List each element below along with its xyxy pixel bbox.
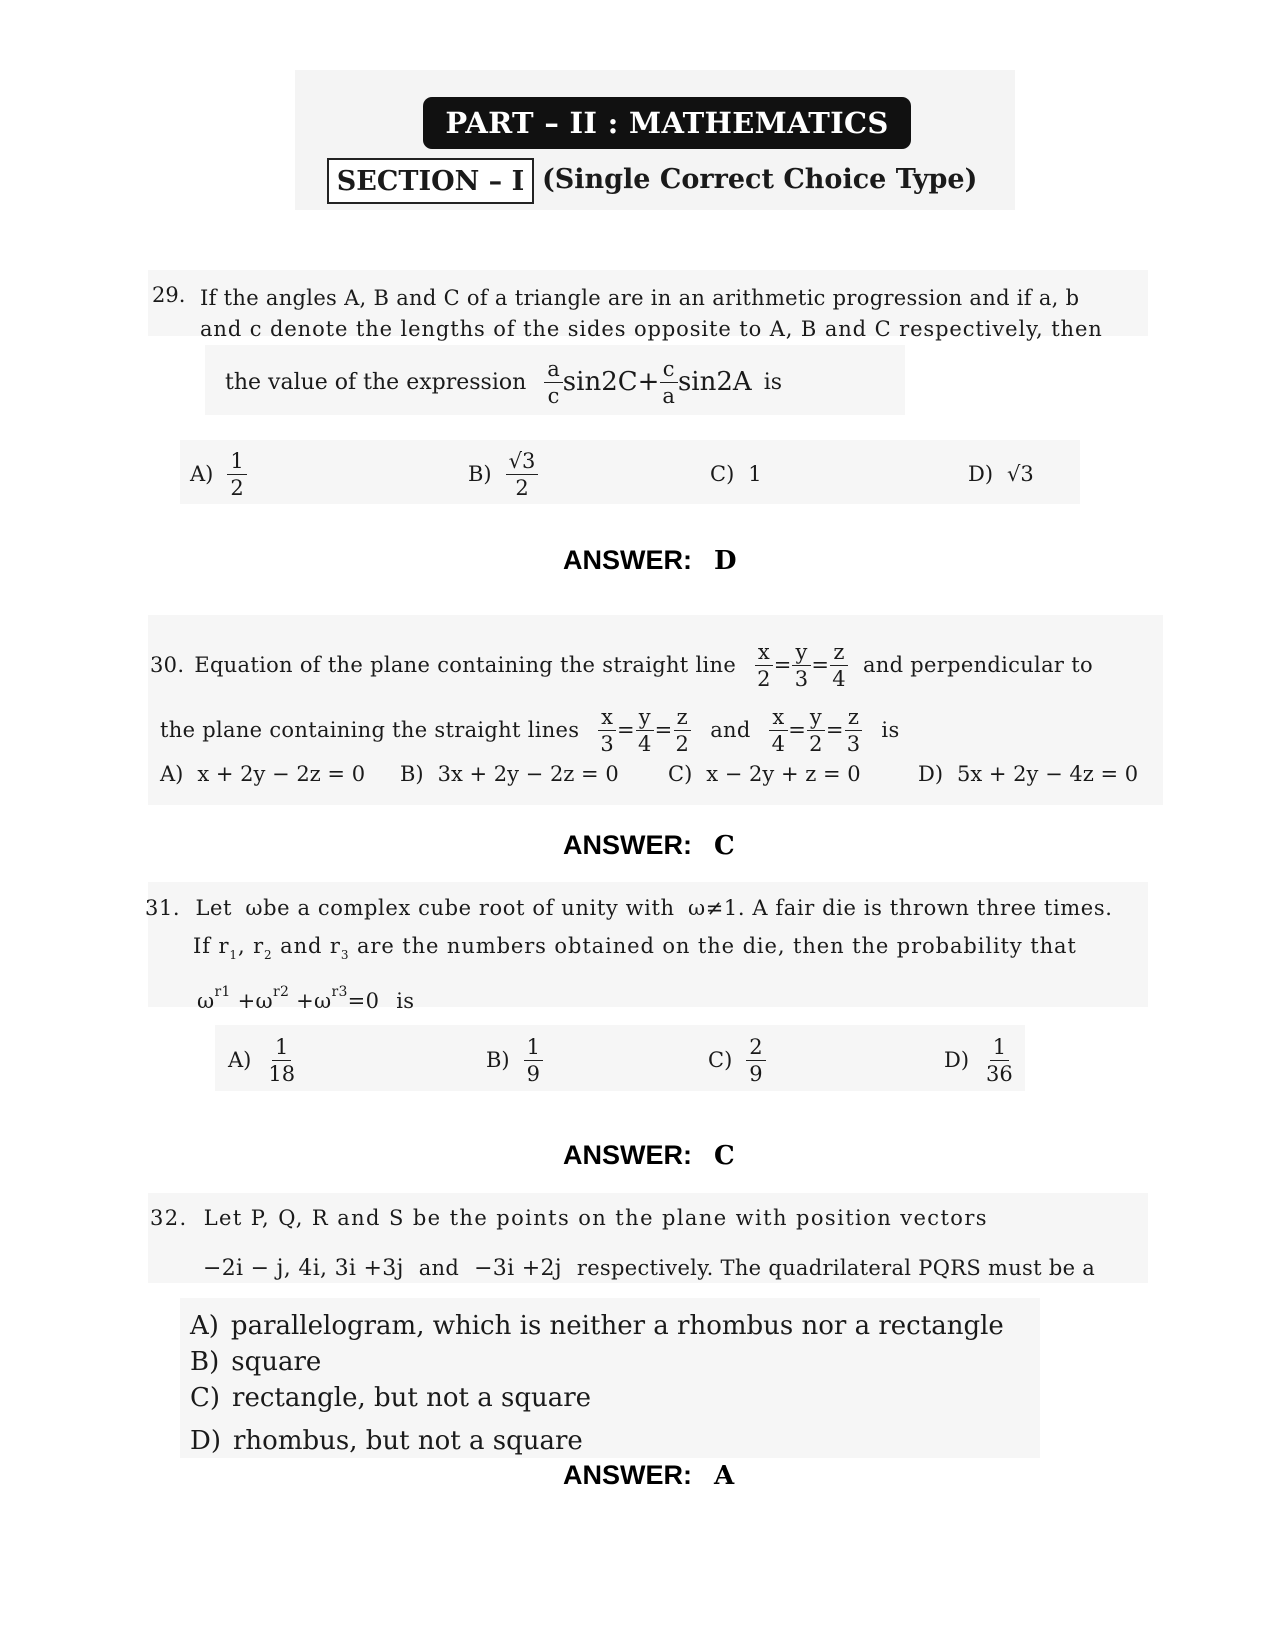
q31-option-c [708, 1032, 766, 1088]
answer-value: D [714, 546, 737, 576]
option-fraction [265, 1036, 298, 1085]
q32-line1 [150, 1202, 988, 1234]
q30-option-d [918, 762, 1138, 786]
frac-num: y [792, 641, 810, 666]
option-fraction [746, 1036, 765, 1085]
frac-den: 18 [268, 1061, 296, 1086]
frac-z2 [673, 706, 693, 755]
q31-options-shade [215, 1025, 1025, 1091]
frac-den: 2 [230, 475, 244, 500]
option-text: x + 2y − 2z = 0 [197, 762, 366, 786]
frac-num: z [674, 706, 691, 731]
option-label: D) [190, 1426, 221, 1456]
q30-answer [563, 830, 735, 861]
q29-number: 29. [152, 283, 186, 307]
exponent: r2 [272, 984, 290, 1000]
frac-num: 2 [746, 1036, 765, 1061]
answer-label: ANSWER: [563, 830, 692, 860]
q32-option-c [190, 1380, 591, 1416]
frac-den: 9 [749, 1061, 763, 1086]
q31-text: . A fair die is thrown three times. [737, 896, 1113, 920]
q30-line1 [150, 635, 1093, 695]
q31-line3 [197, 976, 414, 1017]
frac-y2 [806, 706, 826, 755]
option-label: A) [190, 462, 214, 486]
equals-sign: = [617, 718, 635, 742]
q31-text: are the numbers obtained on the die, then the probability that [356, 934, 1077, 958]
q31-line2 [193, 930, 1077, 971]
q31-option-d [944, 1032, 1016, 1088]
frac-den: 9 [526, 1061, 540, 1086]
frac-num: z [830, 641, 847, 666]
q29-option-d [968, 462, 1034, 486]
q29-frac-a-over-c [544, 358, 563, 407]
option-label: C) [668, 762, 693, 786]
q32-answer [563, 1460, 734, 1491]
option-text: square [231, 1347, 322, 1377]
q29-line2: and c denote the lengths of the sides opposite to A, B and C respectively, then [200, 317, 1103, 341]
frac-num: z [845, 706, 862, 731]
frac-num: x [755, 641, 773, 666]
answer-label: ANSWER: [563, 545, 692, 575]
q32-option-b [190, 1344, 321, 1380]
frac-x2 [754, 641, 774, 690]
q31-text: +ω [296, 989, 332, 1013]
frac-den: 4 [832, 666, 846, 691]
option-label: C) [190, 1383, 221, 1413]
frac-den: 4 [637, 731, 652, 756]
frac-den: 3 [846, 731, 861, 756]
option-fraction [524, 1036, 543, 1085]
q29-expr-sin2c: sin2C+ [562, 367, 660, 397]
frac-y3 [792, 641, 812, 690]
q30-option-a [160, 762, 365, 786]
option-label: B) [400, 762, 424, 786]
section-label: SECTION – I [327, 158, 534, 204]
frac-num: y [636, 706, 654, 731]
q29-expr-prefix: the value of the expression [225, 369, 527, 395]
frac-den: 4 [771, 731, 786, 756]
answer-label: ANSWER: [563, 1140, 692, 1170]
option-fraction [227, 450, 246, 499]
frac-num: 1 [524, 1036, 543, 1061]
q30-option-b [400, 762, 619, 786]
option-fraction [983, 1036, 1016, 1085]
frac-num: y [807, 706, 825, 731]
q29-option-c [710, 462, 762, 486]
frac-num: a [544, 358, 563, 383]
q30-line2-suffix: is [881, 718, 900, 742]
frac-num: c [660, 358, 678, 383]
option-label: D) [944, 1048, 970, 1072]
q29-option-b [468, 446, 538, 502]
option-text: parallelogram, which is neither a rhombus nor a rectangle [230, 1311, 1004, 1341]
option-text: √3 [1007, 462, 1034, 486]
q32-text: Let P, Q, R and S be the points on the plane with position vectors [203, 1206, 988, 1230]
option-label: D) [968, 462, 994, 486]
frac-den: 2 [675, 731, 690, 756]
q32-vector-last: −3i +2j [474, 1256, 562, 1281]
frac-num: √3 [506, 450, 539, 475]
q30-line2-prefix: the plane containing the straight lines [160, 718, 580, 742]
q30-line2 [160, 700, 900, 760]
q29-expression-line [225, 352, 782, 412]
option-text: 1 [748, 462, 762, 486]
option-label: C) [708, 1048, 733, 1072]
frac-den: 36 [986, 1061, 1013, 1086]
option-text: x − 2y + z = 0 [706, 762, 861, 786]
q32-option-d [190, 1423, 583, 1459]
q29-expr-sin2a: sin2A [677, 367, 752, 397]
equals-sign: = [788, 718, 807, 742]
frac-den: c [547, 383, 560, 408]
q31-text: be a complex cube root of unity with [263, 896, 675, 920]
q29-option-a [190, 446, 247, 502]
q32-option-a [190, 1308, 1004, 1344]
q31-text: and r [280, 934, 341, 958]
q31-option-b [486, 1032, 543, 1088]
exponent: r3 [331, 984, 348, 1000]
answer-value: C [714, 1141, 735, 1171]
q29-expr-suffix: is [763, 369, 783, 395]
option-label: B) [486, 1048, 510, 1072]
answer-label: ANSWER: [563, 1460, 692, 1490]
q32-text: respectively. The quadrilateral PQRS must be a [576, 1256, 1096, 1280]
option-text: rectangle, but not a square [232, 1383, 592, 1413]
option-label: C) [710, 462, 735, 486]
subscript: 1 [229, 948, 238, 962]
q31-option-a [228, 1032, 298, 1088]
equals-sign: = [654, 718, 673, 742]
q32-vectors: −2i − j, 4i, 3i +3j [203, 1256, 404, 1281]
option-label: B) [468, 462, 492, 486]
frac-z4 [829, 641, 849, 690]
q31-answer [563, 1140, 735, 1171]
q31-line1 [145, 892, 1112, 924]
frac-num: x [598, 706, 616, 731]
frac-den: 3 [794, 666, 809, 691]
equals-sign: = [825, 718, 844, 742]
frac-den: a [662, 383, 675, 408]
option-text: 3x + 2y − 2z = 0 [437, 762, 619, 786]
q31-text: If r [193, 934, 230, 958]
frac-den: 2 [809, 731, 823, 756]
q32-number: 32. [150, 1206, 188, 1230]
frac-num: 1 [227, 450, 246, 475]
q30-line2-and: and [710, 718, 751, 742]
frac-z3 [844, 706, 864, 755]
frac-x4 [769, 706, 789, 755]
option-fraction [506, 450, 539, 499]
q31-text: +ω [237, 989, 273, 1013]
option-text: rhombus, but not a square [233, 1426, 583, 1456]
equals-sign: = [773, 653, 792, 677]
q31-text: is [396, 989, 415, 1013]
q30-line1-suffix: and perpendicular to [862, 653, 1093, 677]
q30-number: 30. [150, 653, 185, 677]
option-label: B) [190, 1347, 220, 1377]
q29-frac-c-over-a [659, 358, 678, 407]
frac-num: 1 [990, 1036, 1009, 1061]
q30-option-c [668, 762, 861, 786]
frac-y4 [635, 706, 655, 755]
q29-line1: If the angles A, B and C of a triangle are in an arithmetic progression and if a, b [200, 286, 1080, 310]
answer-value: C [714, 831, 735, 861]
omega-symbol: ω [197, 989, 215, 1013]
subscript: 2 [264, 948, 273, 962]
exponent: r1 [214, 984, 231, 1000]
q32-text: and [418, 1256, 460, 1280]
omega-not-one: ω≠1 [687, 896, 738, 920]
q30-line1-prefix: Equation of the plane containing the straight line [194, 653, 737, 677]
frac-den: 2 [515, 475, 529, 500]
option-label: A) [190, 1311, 219, 1341]
q31-text: =0 [347, 989, 380, 1013]
frac-den: 3 [600, 731, 615, 756]
frac-den: 2 [757, 666, 771, 691]
q29-answer [563, 545, 737, 576]
q32-line2 [203, 1252, 1095, 1285]
option-text: 5x + 2y − 4z = 0 [957, 762, 1139, 786]
q31-text: Let [195, 896, 233, 920]
omega-symbol: ω [245, 896, 264, 920]
equals-sign: = [811, 653, 830, 677]
section-type: (Single Correct Choice Type) [542, 164, 978, 195]
answer-value: A [714, 1461, 735, 1491]
q29-options-shade [180, 440, 1080, 504]
frac-x3 [597, 706, 617, 755]
frac-num: x [769, 706, 787, 731]
q31-number: 31. [145, 896, 181, 920]
q31-text: , r [237, 934, 265, 958]
subscript: 3 [340, 948, 350, 962]
part-title: PART – II : MATHEMATICS [423, 97, 911, 149]
frac-num: 1 [272, 1036, 291, 1061]
option-label: D) [918, 762, 944, 786]
option-label: A) [228, 1048, 252, 1072]
option-label: A) [160, 762, 184, 786]
